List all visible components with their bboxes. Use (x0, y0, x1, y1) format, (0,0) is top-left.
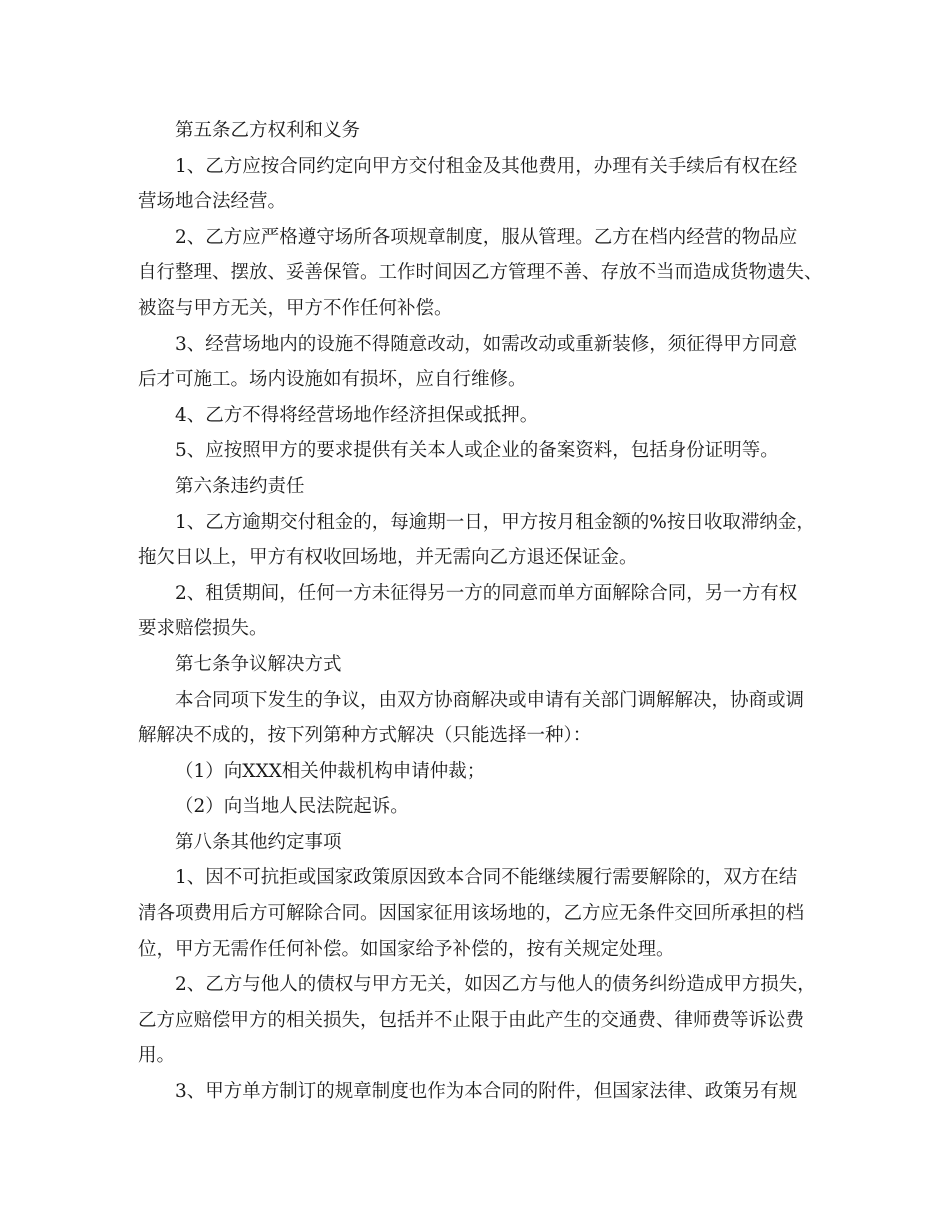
text-line: 要求赔偿损失。 (138, 618, 268, 640)
text-line: 5、应按照甲方的要求提供有关本人或企业的备案资料，包括身份证明等。 (175, 440, 779, 462)
text-line: 第六条违约责任 (175, 475, 305, 497)
paragraph (138, 825, 818, 861)
text-line: 位，甲方无需作任何补偿。如国家给予补偿的，按有关规定处理。 (138, 938, 675, 960)
text-line: 营场地合法经营。 (138, 191, 287, 213)
text-line: （2）向当地人民法院起诉。 (175, 796, 409, 818)
text-line: 1、乙方逾期交付租金的，每逾期一日，甲方按月租金额的%按日收取滞纳金， (175, 511, 815, 533)
text-line: 4、乙方不得将经营场地作经济担保或抵押。 (175, 404, 539, 426)
paragraph (138, 860, 818, 967)
text-line: 解解决不成的，按下列第种方式解决（只能选择一种）： (138, 725, 592, 747)
text-line: 被盗与甲方无关，甲方不作任何补偿。 (138, 297, 453, 319)
paragraph (138, 505, 818, 576)
text-line: 本合同项下发生的争议，由双方协商解决或申请有关部门调解解决，协商或调 (175, 689, 805, 711)
paragraph (138, 647, 818, 683)
text-line: 乙方应赔偿甲方的相关损失，包括并不止限于由此产生的交通费、律师费等诉讼费 (138, 1009, 805, 1031)
paragraph (138, 789, 818, 825)
text-line: 第八条其他约定事项 (175, 831, 342, 853)
paragraph (138, 433, 818, 469)
document-body (138, 113, 823, 1110)
paragraph (138, 113, 818, 149)
text-line: 2、乙方应严格遵守场所各项规章制度，服从管理。乙方在档内经营的物品应 (175, 226, 798, 248)
text-line: 用。 (138, 1045, 176, 1067)
text-line: 后才可施工。场内设施如有损坏，应自行维修。 (138, 369, 527, 391)
paragraph (138, 1074, 818, 1110)
text-line: 1、因不可抗拒或国家政策原因致本合同不能继续履行需要解除的，双方在结 (175, 867, 798, 889)
paragraph (138, 967, 818, 1074)
text-line: 第五条乙方权利和义务 (175, 120, 361, 141)
text-line: （1）向XXX相关仲裁机构申请仲裁； (175, 760, 486, 782)
text-line: 2、租赁期间，任何一方未征得另一方的同意而单方面解除合同，另一方有权 (175, 582, 798, 604)
paragraph (138, 469, 818, 505)
text-line: 1、乙方应按合同约定向甲方交付租金及其他费用，办理有关手续后有权在经 (175, 155, 798, 177)
text-line: 2、乙方与他人的债权与甲方无关，如因乙方与他人的债务纠纷造成甲方损失， (175, 974, 816, 996)
text-line: 3、经营场地内的设施不得随意改动，如需改动或重新装修，须征得甲方同意 (175, 333, 798, 355)
paragraph (138, 398, 818, 434)
text-line: 拖欠日以上，甲方有权收回场地，并无需向乙方退还保证金。 (138, 547, 638, 569)
text-line: 3、甲方单方制订的规章制度也作为本合同的附件，但国家法律、政策另有规 (175, 1081, 798, 1103)
paragraph (138, 576, 818, 647)
paragraph (138, 683, 818, 754)
text-line: 自行整理、摆放、妥善保管。工作时间因乙方管理不善、存放不当而造成货物遗失、 (138, 262, 823, 284)
text-line: 第七条争议解决方式 (175, 653, 342, 675)
text-line: 清各项费用后方可解除合同。因国家征用该场地的，乙方应无条件交回所承担的档 (138, 903, 805, 925)
paragraph (138, 149, 818, 220)
paragraph (138, 220, 823, 327)
paragraph (138, 327, 818, 398)
paragraph (138, 754, 818, 790)
